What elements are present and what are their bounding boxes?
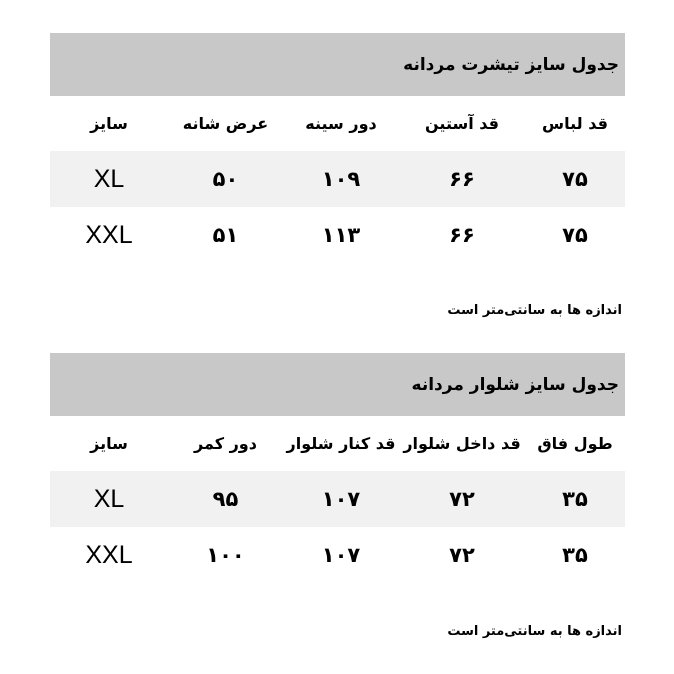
header-cell: قد داخل شلوار	[403, 434, 521, 453]
header-cell: عرض شانه	[182, 114, 269, 133]
table-cell: ۳۵	[562, 543, 588, 567]
table-cell: ۱۰۷	[321, 487, 361, 511]
pants-size-table	[50, 353, 625, 583]
size-cell: XL	[93, 484, 125, 513]
table-cell: ۶۶	[449, 223, 475, 247]
pants-table-header-row	[50, 416, 625, 471]
table-cell: ۱۰۹	[321, 167, 361, 191]
table-row	[50, 151, 625, 207]
table-row	[50, 527, 625, 583]
table-cell: ۱۰۰	[206, 543, 245, 567]
table-cell: ۶۶	[449, 167, 475, 191]
header-cell: قد لباس	[542, 114, 608, 133]
shirt-size-table	[50, 33, 625, 263]
pants-table-title: جدول سایز شلوار مردانه	[50, 353, 625, 416]
table-cell: ۵۱	[212, 223, 239, 247]
header-cell: قد کنار شلوار	[286, 434, 396, 453]
pants-unit-note: اندازه ها به سانتی‌متر است	[447, 624, 622, 639]
shirt-table-title: جدول سایز تیشرت مردانه	[50, 33, 625, 96]
size-cell: XXL	[85, 220, 133, 249]
table-cell: ۳۵	[562, 487, 588, 511]
header-cell: سایز	[90, 114, 128, 133]
table-row	[50, 471, 625, 527]
header-cell: طول فاق	[537, 434, 613, 453]
table-cell: ۷۲	[449, 487, 475, 511]
table-cell: ۷۵	[562, 167, 588, 191]
table-cell: ۵۰	[212, 167, 239, 191]
size-cell: XL	[93, 164, 125, 193]
shirt-table-header-row	[50, 96, 625, 151]
table-cell: ۱۱۳	[321, 223, 361, 247]
size-cell: XXL	[85, 540, 133, 569]
header-cell: سایز	[90, 434, 128, 453]
shirt-unit-note: اندازه ها به سانتی‌متر است	[447, 303, 622, 318]
header-cell: دور کمر	[194, 434, 257, 453]
table-cell: ۹۵	[212, 487, 239, 511]
header-cell: دور سینه	[305, 114, 377, 133]
table-cell: ۱۰۷	[321, 543, 361, 567]
table-cell: ۷۵	[562, 223, 588, 247]
table-cell: ۷۲	[449, 543, 475, 567]
header-cell: قد آستین	[425, 114, 499, 133]
table-row	[50, 207, 625, 263]
